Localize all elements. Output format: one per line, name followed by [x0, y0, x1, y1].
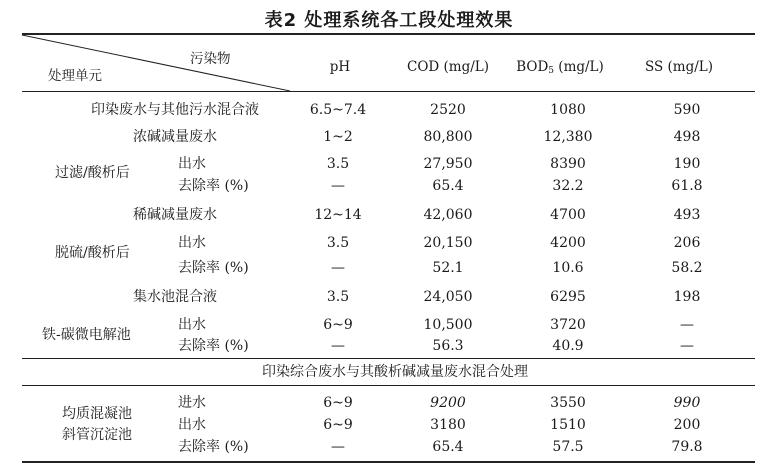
header-rule [22, 91, 755, 92]
cell-ph: — [331, 260, 345, 276]
header-bod [516, 58, 604, 80]
cell-cod: 2520 [430, 102, 466, 118]
cell-bod: 4200 [550, 235, 586, 251]
cell-ph: 3.5 [326, 156, 350, 172]
cell-bod: 1080 [550, 102, 586, 118]
row-label-rate: 去除率 (%) [178, 338, 249, 354]
cell-cod: 42,060 [423, 207, 473, 223]
cell-cod: 9200 [430, 395, 466, 411]
cell-ph: 3.5 [326, 235, 350, 251]
cell-ph: 6.5~7.4 [309, 102, 367, 118]
header-ph: pH [329, 59, 351, 75]
row-label-out: 出水 [178, 235, 206, 251]
section2-unit-line1: 均质混凝池 [62, 406, 132, 422]
cell-cod: 52.1 [432, 260, 464, 276]
cell-ss: — [680, 317, 694, 333]
group-label-filter: 过滤/酸析后 [55, 165, 130, 181]
cell-cod: 65.4 [432, 178, 464, 194]
cell-cod: 10,500 [423, 317, 473, 333]
cell-bod: 40.9 [552, 338, 584, 354]
header-unit: 处理单元 [48, 68, 102, 84]
group-label-fec: 铁-碳微电解池 [42, 327, 131, 343]
header-bod-prefix: BOD [516, 59, 549, 75]
cell-bod: 1510 [550, 417, 586, 433]
row-label-collect: 集水池混合液 [133, 289, 217, 305]
cell-cod: 56.3 [432, 338, 464, 354]
cell-ph: — [331, 439, 345, 455]
row-label-rate: 去除率 (%) [178, 178, 249, 194]
cell-cod: 80,800 [423, 129, 473, 145]
cell-ph: 12~14 [314, 207, 362, 223]
cell-ss: 198 [673, 289, 701, 305]
header-cod: COD (mg/L) [406, 59, 490, 75]
cell-ph: — [331, 178, 345, 194]
cell-bod: 57.5 [552, 439, 584, 455]
cell-ph: 3.5 [326, 289, 350, 305]
cell-ph: 1~2 [323, 129, 353, 145]
cell-ss: 58.2 [671, 260, 703, 276]
section-rule-bottom [22, 385, 755, 386]
cell-ph: 6~9 [323, 417, 353, 433]
cell-ss: 590 [673, 102, 701, 118]
row-label-mixed: 印染废水与其他污水混合液 [91, 102, 259, 118]
row-label-in: 进水 [178, 395, 206, 411]
row-label-out: 出水 [178, 417, 206, 433]
cell-bod: 3720 [550, 317, 586, 333]
row-label-rate: 去除率 (%) [178, 260, 249, 276]
bottom-rule [22, 461, 755, 463]
row-label-rate: 去除率 (%) [178, 439, 249, 455]
cell-cod: 20,150 [423, 235, 473, 251]
row-label-conc: 浓碱减量废水 [133, 129, 217, 145]
cell-ss: 493 [673, 207, 701, 223]
header-bod-suffix: (mg/L) [554, 59, 604, 75]
cell-ss: 79.8 [671, 439, 703, 455]
cell-bod: 10.6 [552, 260, 584, 276]
cell-cod: 27,950 [423, 156, 473, 172]
header-bod-sub: 5 [548, 66, 555, 76]
cell-ph: 6~9 [323, 395, 353, 411]
cell-ss: 200 [673, 417, 701, 433]
cell-ss: — [680, 338, 694, 354]
cell-ss: 190 [673, 156, 701, 172]
cell-ph: — [331, 338, 345, 354]
header-ss: SS (mg/L) [644, 59, 714, 75]
cell-bod: 32.2 [552, 178, 584, 194]
cell-bod: 3550 [550, 395, 586, 411]
cell-ss: 498 [673, 129, 701, 145]
group-label-desulf: 脱硫/酸析后 [55, 245, 130, 261]
cell-ph: 6~9 [323, 317, 353, 333]
row-label-out: 出水 [178, 156, 206, 172]
section2-unit-line2: 斜管沉淀池 [62, 427, 132, 443]
cell-ss: 61.8 [671, 178, 703, 194]
header-pollutant: 污染物 [190, 51, 231, 67]
table-title: 表2 处理系统各工段处理效果 [264, 10, 514, 31]
section-rule-top [22, 358, 755, 359]
cell-cod: 65.4 [432, 439, 464, 455]
cell-ss: 206 [673, 235, 701, 251]
row-label-out: 出水 [178, 317, 206, 333]
cell-bod: 12,380 [543, 129, 593, 145]
cell-cod: 24,050 [423, 289, 473, 305]
cell-bod: 8390 [550, 156, 586, 172]
cell-cod: 3180 [430, 417, 466, 433]
cell-bod: 4700 [550, 207, 586, 223]
cell-bod: 6295 [550, 289, 586, 305]
cell-ss: 990 [673, 395, 701, 411]
section2-heading: 印染综合废水与其酸析碱减量废水混合处理 [262, 364, 528, 380]
row-label-dilute: 稀碱减量废水 [133, 207, 217, 223]
